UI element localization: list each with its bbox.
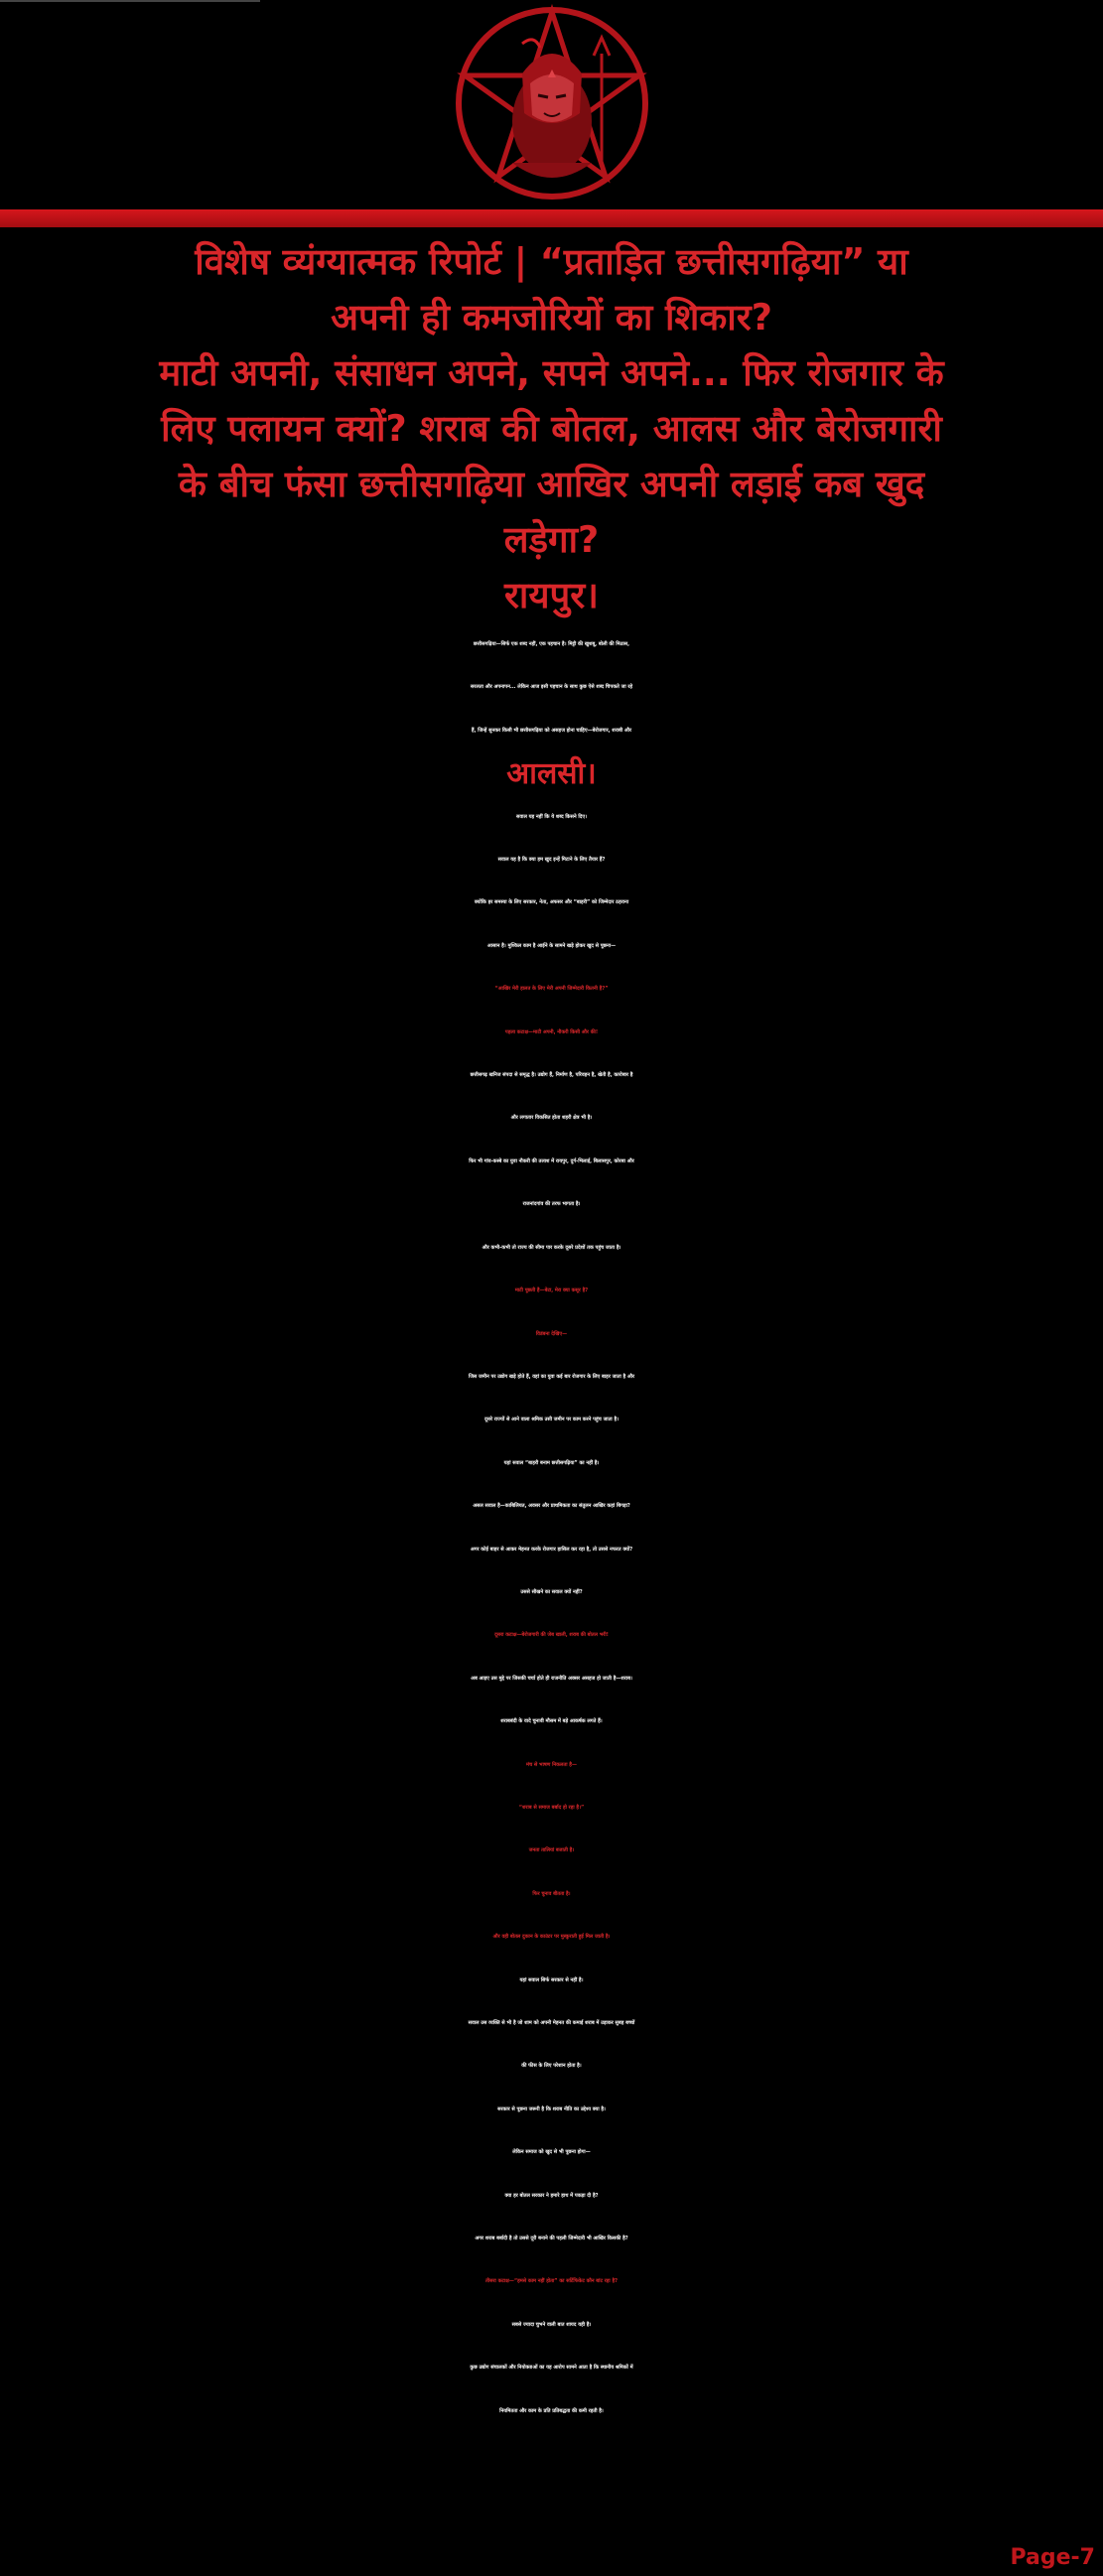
highlight-line: जनता तालियां बजाती है। [528, 1847, 575, 1854]
headline-line: लड़ेगा? [503, 518, 600, 561]
paragraph-line: फिर भी गांव-कस्बे का युवा नौकरी की तलाश में रायपुर, दुर्ग-भिलाई, बिलासपुर, कोरबा और [469, 1157, 634, 1164]
header-divider [0, 0, 260, 2]
page-number: Page-7 [1010, 2545, 1095, 2570]
paragraph-line: दूसरे राज्यों से आने वाला श्रमिक उसी जमीन पर काम करने पहुंच जाता है। [483, 1417, 620, 1424]
highlight-line: फिर चुनाव बीतता है। [532, 1890, 571, 1897]
dateline: रायपुर। [503, 574, 600, 616]
paragraph-line: अगर कोई बाहर से आकर मेहनत करके रोजगार हासिल कर रहा है, तो उससे नफरत क्यों? [470, 1546, 633, 1553]
highlight-line: और वही बोतल दुकान के काउंटर पर मुस्कुराती हुई मिल जाती है। [492, 1934, 611, 1941]
paragraph-line: छत्तीसगढ़ खनिज संपदा से समृद्ध है। उद्योग हैं, निर्माण है, परिवहन है, खेती है, कारोबार है [470, 1072, 633, 1079]
paragraph-line: शराबबंदी के वादे चुनावी मौसम में बड़े आकर्षक लगते हैं। [500, 1718, 603, 1725]
headline-line: विशेष व्यंग्यात्मक रिपोर्ट | “प्रताड़ित छत्तीसगढ़िया” या [195, 240, 908, 283]
subheading: पहला कटाक्ष—माटी अपनी, नौकरी किसी और की! [504, 1028, 599, 1035]
logo-svg [453, 4, 651, 203]
paragraph-line: सरलता और अपनापन... लेकिन आज इसी पहचान के साथ कुछ ऐसे शब्द चिपकते जा रहे [470, 684, 633, 691]
highlight-line: विडंबना देखिए— [535, 1330, 568, 1337]
paragraph-line: यहां सवाल “बाहरी बनाम छत्तीसगढ़िया” का नहीं है। [503, 1459, 600, 1466]
article-body [0, 623, 1103, 2433]
paragraph-line: अब आइए उस मुद्दे पर जिसकी चर्चा होते ही राजनीति अक्सर असहज हो जाती है—शराब। [471, 1675, 632, 1682]
paragraph-line: लेकिन समाज को खुद से भी पूछना होगा— [512, 2149, 591, 2156]
highlight-line: मंच से भाषण निकलता है— [526, 1761, 577, 1768]
headline-line: माटी अपनी, संसाधन अपने, सपने अपने... फिर रोजगार के [159, 351, 944, 394]
paragraph-line: सबसे ज्यादा चुभने वाली बात शायद यही है। [511, 2321, 592, 2328]
headline-line: अपनी ही कमजोरियों का शिकार? [331, 296, 772, 339]
paragraph-line: आसान है। मुश्किल काम है आईने के सामने खड़े होकर खुद से पूछना— [486, 942, 617, 949]
paragraph-line: सरकार से पूछना जरूरी है कि शराब नीति का उद्देश्य क्या है। [497, 2105, 606, 2112]
paragraph-line: सवाल उस व्यक्ति से भी है जो शाम को अपनी मेहनत की कमाई शराब में उड़ाकर सुबह बच्चों [468, 2020, 635, 2026]
paragraph-line: नियमितता और काम के प्रति प्रतिबद्धता की कमी रहती है। [499, 2407, 604, 2414]
headline-line: लिए पलायन क्यों? शराब की बोतल, आलस और बेरोजगारी [161, 407, 942, 450]
paragraph-line: उससे सीखने का सवाल क्यों नहीं? [520, 1588, 583, 1595]
paragraph-line: राजनांदगांव की तरफ भागता है। [522, 1201, 581, 1208]
highlight-line: “शराब से समाज बर्बाद हो रहा है।” [518, 1804, 585, 1811]
paragraph-line: यहां सवाल सिर्फ सरकार से नहीं है। [519, 1976, 584, 1983]
headline [0, 234, 1103, 623]
highlight-line: माटी पूछती है—बेटा, मेरा क्या कसूर है? [514, 1288, 589, 1294]
shiva-pentagram-logo-icon [453, 4, 651, 203]
paragraph-line: और लगातार विकसित होता शहरी क्षेत्र भी है। [510, 1115, 593, 1122]
paragraph-line: असल सवाल है—काबिलियत, अवसर और प्राथमिकता का संतुलन आखिर कहां बिगड़ा? [473, 1503, 630, 1510]
highlight-word: आलसी। [506, 756, 597, 792]
article [0, 234, 1103, 2433]
paragraph-line: सवाल यह है कि क्या हम खुद इन्हें मिटाने के लिए तैयार हैं? [497, 857, 606, 864]
paragraph-line: की फीस के लिए परेशान होता है। [521, 2063, 582, 2070]
paragraph-line: क्योंकि हर समस्या के लिए सरकार, नेता, अफसर और “बाहरी” को जिम्मेदार ठहराना [474, 899, 629, 906]
quote-line: “आखिर मेरी हालत के लिए मेरी अपनी जिम्मेदारी कितनी है?” [494, 986, 609, 993]
red-divider-band [0, 209, 1103, 227]
paragraph-line: अगर शराब बर्बादी है तो उससे दूरी बनाने की पहली जिम्मेदारी भी आखिर किसकी है? [475, 2236, 628, 2242]
header [0, 0, 1103, 206]
paragraph-line: सवाल यह नहीं कि ये शब्द किसने दिए। [516, 813, 587, 820]
paragraph-line: छत्तीसगढ़िया—सिर्फ एक शब्द नहीं, एक पहचान है। मिट्टी की खुशबू, बोली की मिठास, [473, 641, 630, 647]
paragraph-line: हैं, जिन्हें सुनकर किसी भी छत्तीसगढ़िया को असहज होना चाहिए—बेरोजगार, शराबी और [471, 727, 632, 734]
headline-line: के बीच फंसा छत्तीसगढ़िया आखिर अपनी लड़ाई कब खुद [178, 463, 925, 505]
paragraph-line: क्या हर बोतल सरकार ने हमारे हाथ में पकड़ा दी है? [504, 2192, 599, 2199]
paragraph-line: कुछ उद्योग संचालकों और नियोक्ताओं का यह आरोप सामने आता है कि स्थानीय श्रमिकों में [470, 2365, 633, 2372]
subheading: तीसरा कटाक्ष—“हमसे काम नहीं होता” का सर्टिफिकेट कौन बांट रहा है? [484, 2278, 619, 2285]
paragraph-line: और कभी-कभी तो राज्य की सीमा पार करके दूसरे प्रदेशों तक पहुंच जाता है। [482, 1244, 621, 1251]
paragraph-line: जिस जमीन पर उद्योग खड़े होते हैं, वहां का युवा कई बार रोजगार के लिए बाहर जाता है और [468, 1373, 635, 1380]
subheading: दूसरा कटाक्ष—बेरोजगारी की जेब खाली, शराब की बोतल भरी! [494, 1632, 609, 1639]
